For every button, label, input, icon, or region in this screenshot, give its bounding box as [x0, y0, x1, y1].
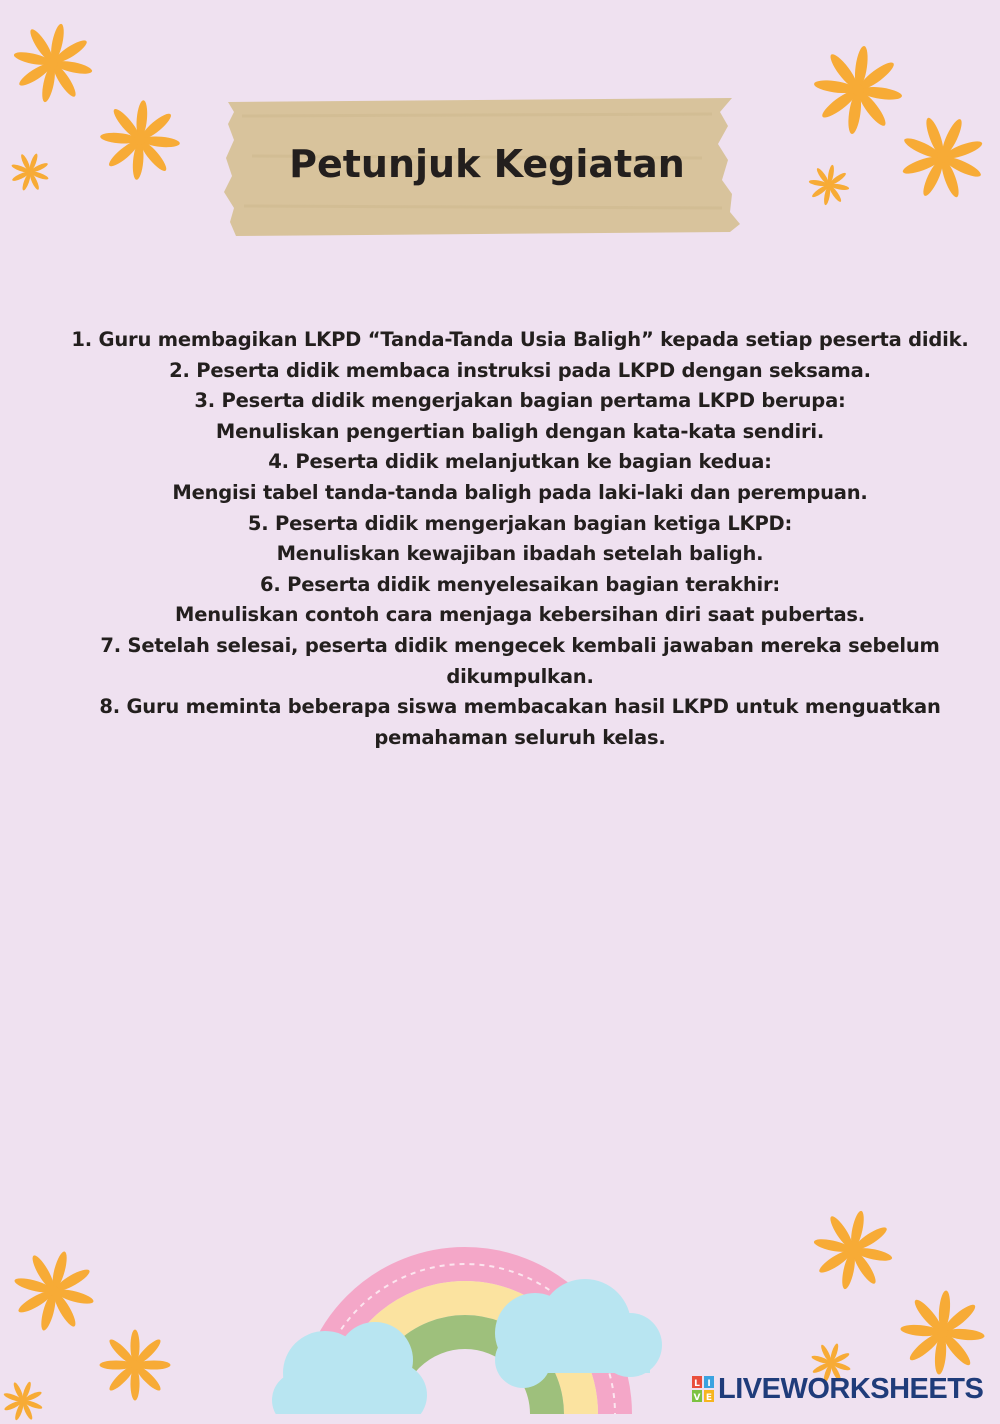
flower-icon — [895, 1285, 990, 1380]
instruction-line: Menuliskan pengertian baligh dengan kata-kata sendiri. — [215, 419, 825, 443]
logo-badge-letter: E — [705, 1393, 713, 1402]
instruction-line: pemahaman seluruh kelas. — [374, 725, 666, 749]
instruction-line: Menuliskan contoh cara menjaga kebersihan diri saat pubertas. — [174, 603, 866, 627]
instruction-line: 5. Peserta didik mengerjakan bagian ketiga LKPD: — [247, 511, 793, 535]
instruction-line: 6. Peserta didik menyelesaikan bagian terakhir: — [259, 572, 781, 596]
instruction-list — [50, 325, 990, 753]
flower-icon — [8, 18, 98, 108]
liveworksheets-logo — [692, 1372, 983, 1406]
flower-icon — [8, 150, 52, 194]
flower-icon — [95, 1325, 175, 1405]
instruction-line: 1. Guru membagikan LKPD “Tanda-Tanda Usia Baligh” kepada setiap peserta didik. — [71, 328, 969, 351]
logo-badge-icon — [692, 1376, 714, 1402]
page-title: Petunjuk Kegiatan — [289, 142, 685, 186]
flower-icon — [895, 110, 990, 205]
title-banner — [222, 96, 742, 236]
flower-icon — [0, 1378, 46, 1424]
logo-badge-letter: L — [694, 1379, 700, 1389]
instruction-line: Menuliskan kewajiban ibadah setelah baligh. — [276, 542, 764, 566]
instruction-line: dikumpulkan. — [446, 664, 594, 688]
logo-badge-letter: V — [693, 1393, 701, 1402]
rainbow-illustration — [265, 1195, 665, 1414]
instruction-line: 2. Peserta didik membaca instruksi pada LKPD dengan seksama. — [169, 358, 871, 382]
flower-icon — [808, 40, 908, 140]
instruction-line: 3. Peserta didik mengerjakan bagian pertama LKPD berupa: — [194, 389, 846, 413]
flower-icon — [95, 95, 185, 185]
flower-icon — [808, 1205, 898, 1295]
instruction-line: Mengisi tabel tanda-tanda baligh pada laki-laki dan perempuan. — [172, 480, 868, 504]
logo-badge-letter: I — [707, 1379, 711, 1389]
instruction-line: 4. Peserta didik melanjutkan ke bagian kedua: — [268, 450, 772, 474]
instruction-line: 7. Setelah selesai, peserta didik mengecek kembali jawaban mereka sebelum — [100, 633, 940, 657]
cloud-icon — [272, 1322, 427, 1414]
instruction-line: 8. Guru meminta beberapa siswa membacakan hasil LKPD untuk menguatkan — [99, 695, 941, 719]
logo-text: LIVEWORKSHEETS — [718, 1372, 984, 1405]
flower-icon — [806, 162, 852, 208]
flower-icon — [8, 1245, 100, 1337]
